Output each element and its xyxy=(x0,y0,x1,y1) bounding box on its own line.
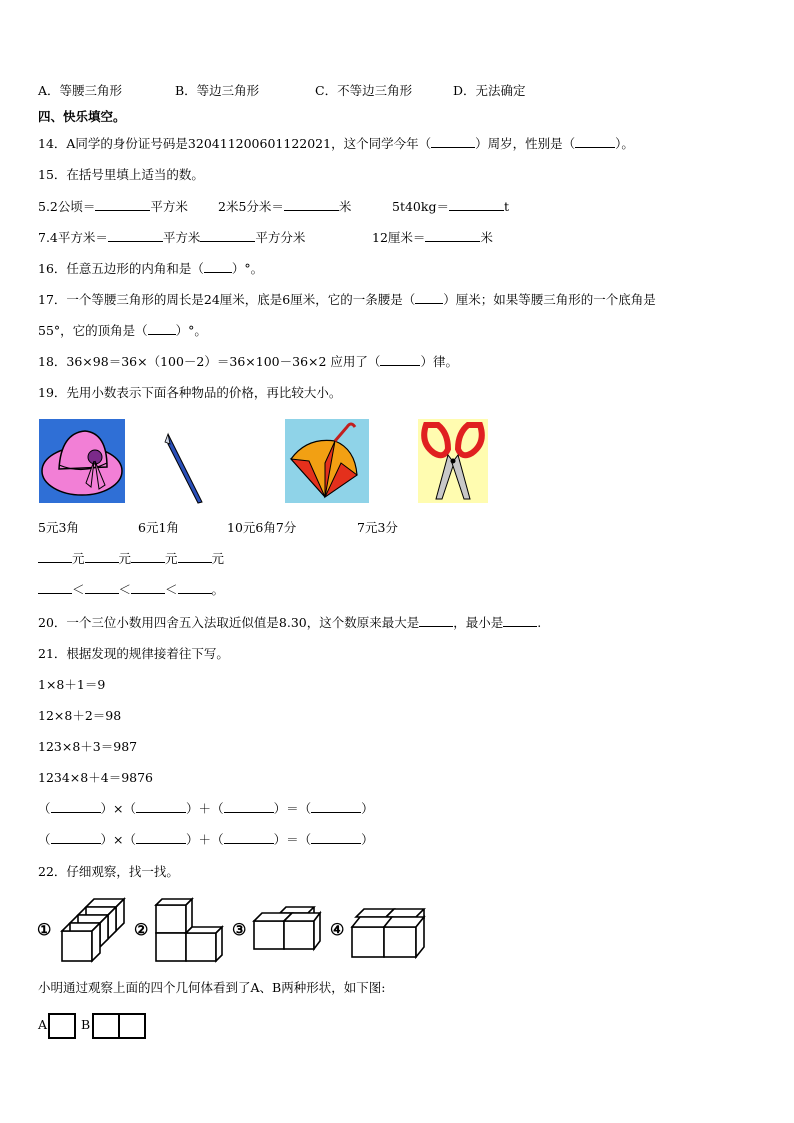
q21-r1-blank-4[interactable] xyxy=(311,801,361,813)
section4-title: 四、快乐填空。 xyxy=(38,109,126,124)
q20-blank-max[interactable] xyxy=(419,615,453,627)
paren-right: ） xyxy=(273,801,287,816)
q15-r1c3-text: 5t40kg＝ xyxy=(392,199,449,214)
q15-r1c2 xyxy=(218,199,351,215)
q19-prices xyxy=(38,520,398,536)
paren-left: （ xyxy=(38,832,51,847)
q18-text-2: ）律。 xyxy=(420,354,458,369)
q15-r2c1-unit: 平方米 xyxy=(162,230,201,245)
q19-compare-blank-4[interactable] xyxy=(178,582,212,594)
q19-unit-row xyxy=(38,551,224,567)
hat-picture xyxy=(39,419,125,503)
q17-line-1 xyxy=(38,292,656,308)
q20-text-2: ，最小是 xyxy=(453,615,504,630)
q19-unit: 元 xyxy=(118,551,132,566)
times-sign: × xyxy=(113,801,124,816)
q13-options xyxy=(38,83,526,99)
solid-3-cubes xyxy=(252,905,322,953)
q19-compare-blank-1[interactable] xyxy=(38,582,72,594)
q17-blank-leg[interactable] xyxy=(415,292,443,304)
q15-blank-6[interactable] xyxy=(425,230,480,242)
q19-blank-2[interactable] xyxy=(85,551,119,563)
q16 xyxy=(38,261,263,277)
paren-left: （ xyxy=(123,801,137,816)
q21-eq-1: 1×8＋1＝9 xyxy=(38,677,106,692)
paren-right: ） xyxy=(186,801,199,816)
q21-r1-blank-3[interactable] xyxy=(224,801,274,813)
q15-r2c2 xyxy=(372,230,493,246)
q20-blank-min[interactable] xyxy=(503,615,537,627)
solid-3-label: ③ xyxy=(232,920,247,939)
q17-text-1: 17．一个等腰三角形的周长是24厘米，底是6厘米，它的一条腰是（ xyxy=(38,292,416,307)
paren-right: ） xyxy=(361,801,374,816)
price-scissors: 7元3分 xyxy=(357,520,398,535)
q21-eq-4: 1234×8＋4＝9876 xyxy=(38,770,154,785)
paren-left: （ xyxy=(211,801,224,816)
less-than-sign: ＜ xyxy=(118,582,132,597)
q20-text-3: . xyxy=(537,615,542,630)
q21-answer-row-2 xyxy=(38,832,374,848)
q15-title: 15．在括号里填上适当的数。 xyxy=(38,167,204,182)
q19-unit: 元 xyxy=(165,551,178,566)
paren-right: ） xyxy=(100,801,114,816)
q13-option-d: D．无法确定 xyxy=(453,83,526,98)
q14-blank-gender[interactable] xyxy=(575,136,615,148)
q16-text-1: 16．任意五边形的内角和是（ xyxy=(38,261,204,276)
q22-title: 22．仔细观察，找一找。 xyxy=(38,864,179,879)
solid-4-label: ④ xyxy=(330,920,345,939)
price-hat: 5元3角 xyxy=(38,520,79,535)
q14-text-1: 14．A同学的身份证号码是320411200601122021，这个同学今年（ xyxy=(38,136,432,151)
q15-r2c1-unit2: 平方分米 xyxy=(255,230,306,245)
solid-4-cubes xyxy=(350,907,426,959)
q16-text-2: ）°。 xyxy=(231,261,264,276)
umbrella-picture xyxy=(285,419,369,503)
q15-r1c1-text: 5.2公顷＝ xyxy=(38,199,96,214)
q15-r2c2-unit: 米 xyxy=(480,230,493,245)
q15-r1c2-text: 2米5分米＝ xyxy=(218,199,284,214)
q14-blank-age[interactable] xyxy=(431,136,475,148)
paren-left: （ xyxy=(123,832,137,847)
price-umbrella: 10元6角7分 xyxy=(227,520,297,535)
q20 xyxy=(38,615,541,631)
q15-blank-2[interactable] xyxy=(284,199,339,211)
q19-compare-row xyxy=(38,582,224,598)
paren-left: （ xyxy=(298,801,312,816)
paren-right: ） xyxy=(361,832,374,847)
paren-right: ） xyxy=(273,832,287,847)
q14-text-2: ）周岁，性别是（ xyxy=(475,136,576,151)
q19-title: 19．先用小数表示下面各种物品的价格，再比较大小。 xyxy=(38,385,342,400)
q15-r1c2-unit: 米 xyxy=(338,199,352,214)
less-than-sign: ＜ xyxy=(165,582,178,597)
q19-unit: 元 xyxy=(211,551,225,566)
q21-r2-blank-3[interactable] xyxy=(224,832,274,844)
q21-r1-blank-2[interactable] xyxy=(136,801,186,813)
paren-right: ） xyxy=(186,832,199,847)
times-sign: × xyxy=(113,832,124,847)
price-pen: 6元1角 xyxy=(138,520,179,535)
q19-blank-1[interactable] xyxy=(38,551,72,563)
q18 xyxy=(38,354,458,370)
q15-blank-1[interactable] xyxy=(95,199,150,211)
solid-2-cubes xyxy=(152,895,226,963)
q15-r2c2-text: 12厘米＝ xyxy=(372,230,426,245)
q21-eq-3: 123×8＋3＝987 xyxy=(38,739,138,754)
q16-blank[interactable] xyxy=(204,261,232,273)
q19-compare-blank-2[interactable] xyxy=(85,582,119,594)
solid-1-label: ① xyxy=(37,920,52,939)
shape-b-label: B xyxy=(81,1017,91,1032)
q17-text-3: 55°，它的顶角是（ xyxy=(38,323,148,338)
q15-blank-4[interactable] xyxy=(108,230,163,242)
plus-sign: ＋ xyxy=(198,832,212,847)
solid-1-cubes xyxy=(58,897,130,963)
q22-desc: 小明通过观察上面的四个几何体看到了A、B两种形状，如下图: xyxy=(38,980,386,995)
q15-row-1 xyxy=(38,199,509,215)
q15-r1c3 xyxy=(392,199,509,215)
q15-blank-5[interactable] xyxy=(200,230,255,242)
plus-sign: ＋ xyxy=(198,801,212,816)
shape-a-square xyxy=(48,1013,76,1039)
q19-blank-3[interactable] xyxy=(131,551,165,563)
q21-answer-row-1 xyxy=(38,801,374,817)
q13-option-b: B．等边三角形 xyxy=(175,83,260,98)
q17-text-4: ）°。 xyxy=(175,323,207,338)
q15-blank-3[interactable] xyxy=(449,199,504,211)
less-than-sign: ＜ xyxy=(72,582,85,597)
q21-eq-2: 12×8＋2＝98 xyxy=(38,708,122,723)
q21-r2-blank-4[interactable] xyxy=(311,832,361,844)
q17-line-2 xyxy=(38,323,207,339)
q17-blank-apex[interactable] xyxy=(148,323,176,335)
q18-blank[interactable] xyxy=(380,354,420,366)
shape-b-square-1 xyxy=(92,1013,120,1039)
solid-2-label: ② xyxy=(134,920,149,939)
scissors-picture xyxy=(418,419,488,503)
paren-left: （ xyxy=(211,832,224,847)
q13-option-a: A．等腰三角形 xyxy=(38,83,123,98)
q19-blank-4[interactable] xyxy=(178,551,212,563)
q19-unit: 元 xyxy=(72,551,85,566)
shape-b-square-2 xyxy=(118,1013,146,1039)
q14 xyxy=(38,136,634,152)
equals-sign: ＝ xyxy=(286,832,299,847)
paren-right: ） xyxy=(100,832,114,847)
q15-row-2 xyxy=(38,230,493,246)
q21-r2-blank-2[interactable] xyxy=(136,832,186,844)
pen-picture xyxy=(162,432,207,504)
q15-r1c1-unit: 平方米 xyxy=(150,199,188,214)
q19-end-mark: 。 xyxy=(211,582,225,597)
q14-text-3: ）。 xyxy=(615,136,634,151)
q21-r1-blank-1[interactable] xyxy=(51,801,101,813)
equals-sign: ＝ xyxy=(286,801,299,816)
shape-a-label: A xyxy=(38,1017,48,1032)
q22-shapes xyxy=(38,1010,146,1040)
q15-r1c3-unit: t xyxy=(503,199,509,214)
q13-option-c: C．不等边三角形 xyxy=(315,83,413,98)
q15-r2c1-text: 7.4平方米＝ xyxy=(38,230,108,245)
q18-text-1: 18．36×98＝36×（100－2）＝36×100－36×2 应用了（ xyxy=(38,354,381,369)
paren-left: （ xyxy=(298,832,312,847)
q17-text-2: ）厘米；如果等腰三角形的一个底角是 xyxy=(443,292,656,307)
q19-compare-blank-3[interactable] xyxy=(131,582,165,594)
q20-text-1: 20．一个三位小数用四舍五入法取近似值是8.30，这个数原来最大是 xyxy=(38,615,420,630)
q21-r2-blank-1[interactable] xyxy=(51,832,101,844)
q21-title: 21．根据发现的规律接着往下写。 xyxy=(38,646,229,661)
paren-left: （ xyxy=(38,801,51,816)
